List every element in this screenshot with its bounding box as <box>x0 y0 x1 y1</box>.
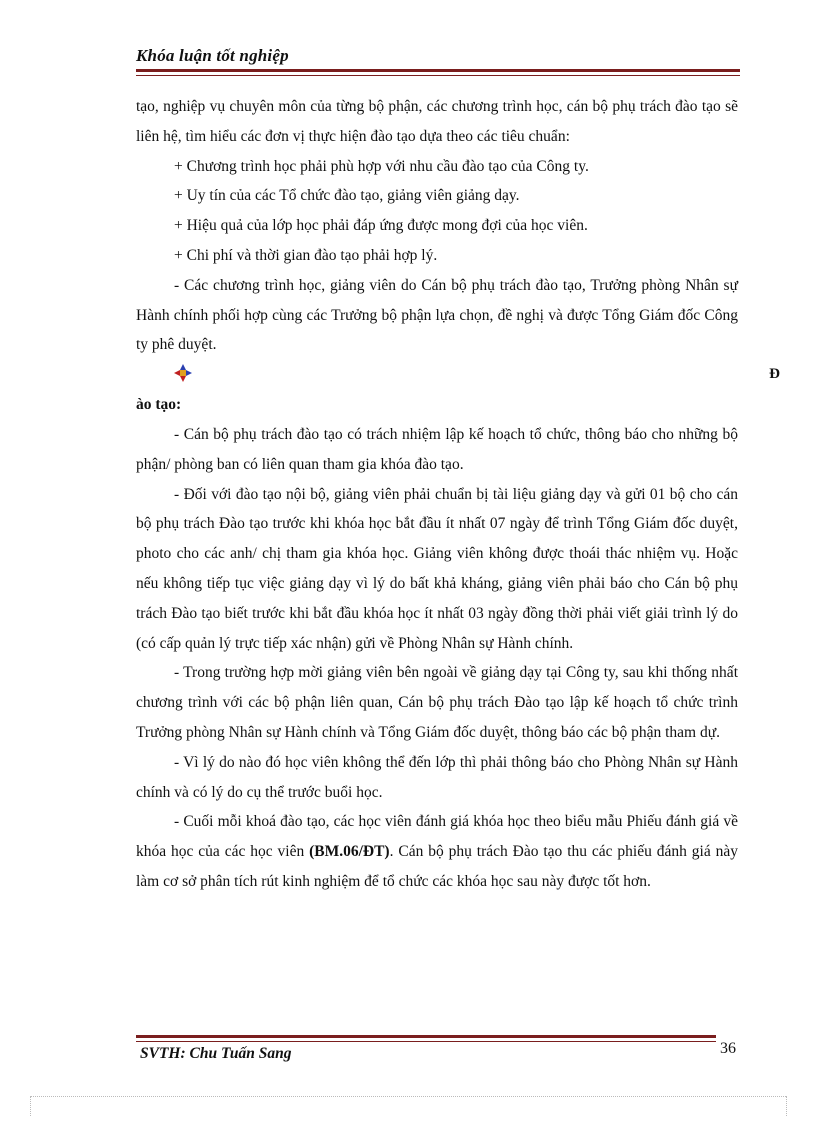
header-rule-thin <box>136 75 740 76</box>
subheading-row <box>136 360 780 390</box>
four-direction-arrow-icon <box>174 364 192 382</box>
paragraph-responsibility: - Cán bộ phụ trách đào tạo có trách nhiệm lập kế hoạch tổ chức, thông báo cho những bộ phận/ phòng ban có liên quan tham gia khóa đào tạo. <box>136 425 738 473</box>
paragraph-internal-training: - Đối với đào tạo nội bộ, giảng viên phải chuẩn bị tài liệu giảng dạy và gửi 01 bộ cho cán bộ phụ trách Đào tạo trước khi khóa học bắt đầu ít nhất 07 ngày để trình Tổng Giám đốc duyệt, photo cho các anh/ chị tham gia khóa học. Giảng viên không được thoái thác nhiệm vụ. Hoặc nếu không tiếp tục việc giảng dạy vì lý do bất khả kháng, giảng viên phải báo cho Cán bộ phụ trách Đào tạo biết trước khi bắt đầu khóa học ít nhất 03 ngày đồng thời phải viết giải trình lý do (có cấp quản lý trực tiếp xác nhận) gửi về Phòng Nhân sự Hành chính. <box>136 485 738 652</box>
paragraph-absence: - Vì lý do nào đó học viên không thể đến lớp thì phải thông báo cho Phòng Nhân sự Hành chính và có lý do cụ thể trước buổi học. <box>136 753 738 801</box>
page-number: 36 <box>720 1040 736 1057</box>
subheading-text: ào tạo: <box>136 396 182 414</box>
footer-rule-thick <box>136 1035 716 1038</box>
evaluation-text-start: - Cuối mỗi khoá đào tạo, các học viên đánh giá khóa học theo biểu mẫu Phiếu đánh giá về khóa học của các học viên <box>136 813 738 861</box>
criteria-item: + Chương trình học phải phù hợp với nhu cầu đào tạo của Công ty. <box>174 157 589 175</box>
page-body <box>136 92 780 897</box>
evaluation-text-end: . Cán bộ phụ trách Đào tạo thu các phiếu đánh giá này làm cơ sở phân tích rút kinh nghiệm để tổ chức các khóa học sau này được tốt hơn. <box>136 843 738 890</box>
paragraph-evaluation <box>136 807 738 896</box>
paragraph-approval: - Các chương trình học, giảng viên do Cán bộ phụ trách đào tạo, Trưởng phòng Nhân sự Hành chính phối hợp cùng các Trưởng bộ phận lựa chọn, đề nghị và được Tổng Giám đốc Công ty phê duyệt. <box>136 276 738 354</box>
page-border-bottom <box>30 1096 786 1097</box>
paragraph-intro: tạo, nghiệp vụ chuyên môn của từng bộ phận, các chương trình học, cán bộ phụ trách đào tạo sẽ liên hệ, tìm hiểu các đơn vị thực hiện đào tạo dựa theo các tiêu chuẩn: <box>136 98 738 145</box>
page-header-title: Khóa luận tốt nghiệp <box>136 46 289 65</box>
page-border-right <box>786 1096 787 1116</box>
subheading-first-letter: Đ <box>769 366 780 383</box>
criteria-item: + Hiệu quả của lớp học phải đáp ứng được mong đợi của học viên. <box>174 217 588 235</box>
criteria-item: + Uy tín của các Tổ chức đào tạo, giảng viên giảng dạy. <box>174 187 520 205</box>
footer-student-name: SVTH: Chu Tuấn Sang <box>140 1045 292 1062</box>
footer-rule-thin <box>136 1041 716 1042</box>
form-code: (BM.06/ĐT) <box>309 843 390 861</box>
paragraph-external-lecturer: - Trong trường hợp mời giảng viên bên ngoài về giảng dạy tại Công ty, sau khi thống nhất chương trình với các bộ phận liên quan, Cán bộ phụ trách Đào tạo lập kế hoạch tổ chức trình Trưởng phòng Nhân sự Hành chính và Tổng Giám đốc duyệt, thông báo các bộ phận tham dự. <box>136 664 738 741</box>
header-rule-thick <box>136 69 740 72</box>
page-border-left <box>30 1096 31 1116</box>
criteria-item: + Chi phí và thời gian đào tạo phải hợp lý. <box>174 246 438 264</box>
